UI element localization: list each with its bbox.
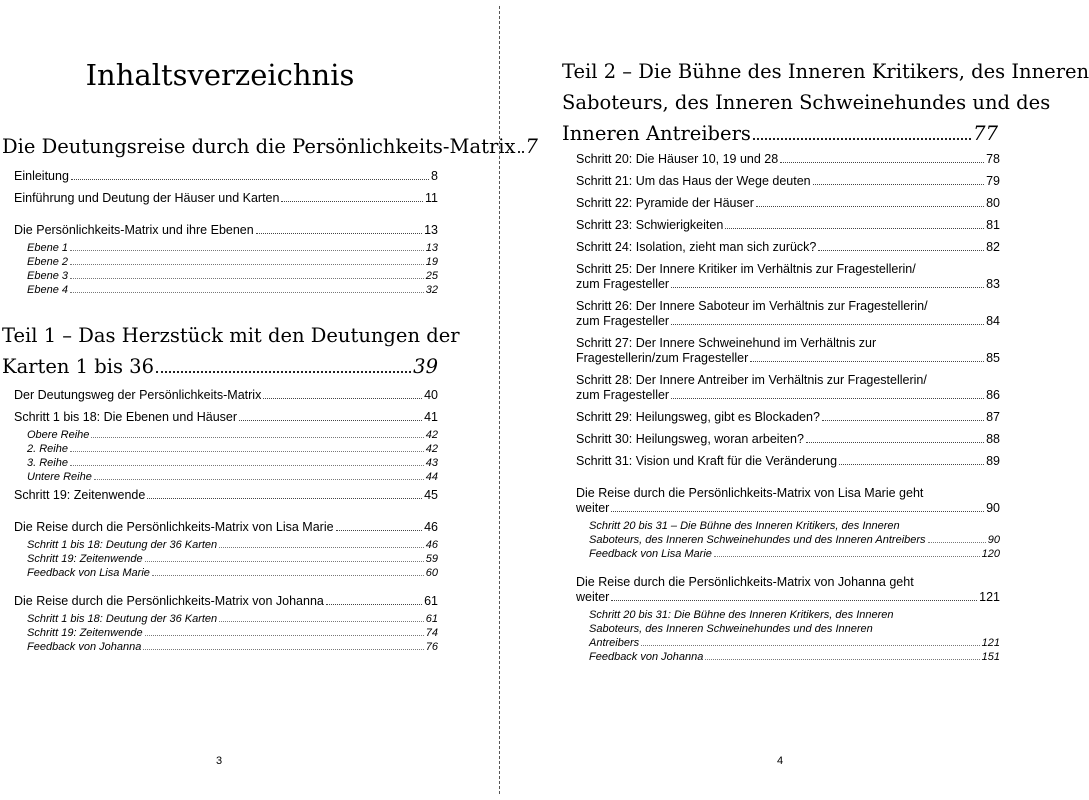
entry-page: 46 <box>425 539 438 551</box>
entry-row <box>576 351 1000 366</box>
toc-entry[interactable] <box>576 571 1000 608</box>
entry-title: 3. Reihe <box>27 457 68 469</box>
part-1-title-line2: Karten 1 bis 36 <box>2 355 154 378</box>
entry-page: 76 <box>425 641 438 653</box>
entry-title: Obere Reihe <box>27 429 90 441</box>
entry-title-line: Die Reise durch die Persönlichkeits-Matrix von Johanna geht <box>576 574 914 589</box>
toc-sub-entry[interactable] <box>576 519 1000 547</box>
entry-page: 61 <box>425 613 438 625</box>
dot-leader <box>671 398 984 399</box>
toc-sub-entry[interactable] <box>576 547 1000 561</box>
entry-page: 8 <box>431 168 438 183</box>
entry-title: Einführung und Deutung der Häuser und Karten <box>14 190 280 205</box>
dot-leader <box>70 278 424 279</box>
entry-title: Schritt 22: Pyramide der Häuser <box>576 195 754 210</box>
entry-page: 13 <box>424 222 438 237</box>
dot-leader <box>70 465 424 466</box>
entry-row <box>576 277 1000 292</box>
dot-leader <box>70 264 424 265</box>
toc-entry[interactable] <box>576 482 1000 519</box>
spacer <box>576 561 1000 571</box>
entry-row <box>576 410 1000 425</box>
dot-leader <box>239 420 422 421</box>
entry-row <box>576 388 1000 403</box>
toc-entry[interactable] <box>576 450 1000 472</box>
entry-row <box>14 410 438 425</box>
entry-row <box>27 283 438 297</box>
toc-title: Inhaltsverzeichnis <box>85 58 355 92</box>
entry-title: Schritt 19: Zeitenwende <box>14 487 146 502</box>
entry-page: 61 <box>424 593 438 608</box>
entry-row <box>27 428 438 442</box>
entry-page: 32 <box>425 284 438 296</box>
dot-leader <box>156 371 411 373</box>
spacer <box>14 209 438 219</box>
entry-title: Schritt 31: Vision und Kraft für die Veränderung <box>576 453 838 468</box>
entry-page: 74 <box>425 627 438 639</box>
dot-leader <box>256 233 422 234</box>
entry-row <box>576 240 1000 255</box>
entry-page: 42 <box>425 443 438 455</box>
part-1-page: 39 <box>413 355 438 378</box>
entry-page: 40 <box>424 387 438 402</box>
part-1-heading[interactable] <box>2 320 460 382</box>
entry-row <box>589 533 1000 547</box>
entry-row <box>14 169 438 184</box>
entry-page: 87 <box>986 409 1000 424</box>
dot-leader <box>839 464 984 465</box>
entry-title: 2. Reihe <box>27 443 68 455</box>
dot-leader <box>813 184 984 185</box>
part-0-title: Die Deutungsreise durch die Persönlichkeits-Matrix <box>2 135 516 158</box>
entry-title: Untere Reihe <box>27 471 92 483</box>
part-2-page: 77 <box>973 122 998 145</box>
entry-title: Ebene 4 <box>27 284 68 296</box>
entry-title: Feedback von Lisa Marie <box>27 567 150 579</box>
part-0-heading[interactable] <box>2 131 538 162</box>
entry-row <box>14 191 438 206</box>
toc-entry[interactable] <box>576 428 1000 450</box>
dot-leader <box>94 479 424 480</box>
entry-page: 78 <box>986 151 1000 166</box>
dot-leader <box>281 201 423 202</box>
entry-page: 120 <box>981 548 1000 560</box>
toc-list-part-2 <box>576 148 1000 664</box>
entry-row <box>589 547 1000 561</box>
entry-row <box>27 456 438 470</box>
dot-leader <box>671 324 984 325</box>
dot-leader <box>822 420 984 421</box>
toc-entry[interactable] <box>14 165 438 187</box>
toc-sub-entry[interactable] <box>14 456 438 470</box>
part-2-title-line2: Saboteurs, des Inneren Schweinehundes und des <box>562 91 1051 114</box>
page-number: 3 <box>216 755 223 767</box>
entry-title: Ebene 1 <box>27 242 68 254</box>
toc-entry[interactable] <box>576 214 1000 236</box>
part-1-title-line1: Teil 1 – Das Herzstück mit den Deutungen der <box>2 324 460 347</box>
toc-sub-entry[interactable] <box>14 283 438 297</box>
entry-title: zum Fragesteller <box>576 313 670 328</box>
dot-leader <box>671 287 984 288</box>
toc-sub-entry[interactable] <box>14 255 438 269</box>
entry-title: Schritt 20: Die Häuser 10, 19 und 28 <box>576 151 779 166</box>
entry-page: 46 <box>424 519 438 534</box>
entry-row <box>27 269 438 283</box>
entry-page: 83 <box>986 276 1000 291</box>
entry-row <box>27 552 438 566</box>
entry-row <box>576 196 1000 211</box>
entry-page: 151 <box>981 651 1000 663</box>
entry-page: 121 <box>981 637 1000 649</box>
entry-row <box>14 223 438 238</box>
spacer <box>14 580 438 590</box>
entry-row <box>576 454 1000 469</box>
entry-title: Saboteurs, des Inneren Schweinehundes und des Inneren Antreibers <box>589 534 926 546</box>
dot-leader <box>336 530 423 531</box>
entry-row <box>576 314 1000 329</box>
toc-sub-entry[interactable] <box>14 626 438 640</box>
dot-leader <box>806 442 984 443</box>
entry-page: 60 <box>425 567 438 579</box>
toc-entry[interactable] <box>14 590 438 612</box>
dot-leader <box>219 621 424 622</box>
dot-leader <box>145 635 424 636</box>
toc-entry[interactable] <box>14 187 438 209</box>
toc-entry[interactable] <box>576 332 1000 369</box>
toc-entry[interactable] <box>14 484 438 506</box>
dot-leader <box>70 451 424 452</box>
entry-page: 90 <box>987 534 1000 546</box>
entry-title-line: Die Reise durch die Persönlichkeits-Matrix von Lisa Marie geht <box>576 485 924 500</box>
entry-page: 80 <box>986 195 1000 210</box>
entry-title: Die Reise durch die Persönlichkeits-Matrix von Lisa Marie <box>14 519 334 534</box>
toc-sub-entry[interactable] <box>576 608 1000 650</box>
entry-page: 84 <box>986 313 1000 328</box>
entry-title-line: Schritt 28: Der Innere Antreiber im Verhältnis zur Fragestellerin/ <box>576 372 927 387</box>
part-2-title-line1: Teil 2 – Die Bühne des Inneren Kritikers, des Inneren <box>562 60 1089 83</box>
entry-page: 86 <box>986 387 1000 402</box>
entry-title-line: Schritt 25: Der Innere Kritiker im Verhältnis zur Fragestellerin/ <box>576 261 916 276</box>
entry-row <box>27 640 438 654</box>
entry-row <box>576 501 1000 516</box>
toc-entry[interactable] <box>576 406 1000 428</box>
entry-title: Schritt 19: Zeitenwende <box>27 627 143 639</box>
entry-row <box>576 432 1000 447</box>
entry-page: 19 <box>425 256 438 268</box>
entry-page: 82 <box>986 239 1000 254</box>
toc-sub-entry[interactable] <box>14 640 438 654</box>
left-page <box>0 0 538 800</box>
spacer <box>576 472 1000 482</box>
entry-row <box>576 152 1000 167</box>
dot-leader <box>756 206 984 207</box>
dot-leader <box>263 398 422 399</box>
entry-row <box>576 590 1000 605</box>
entry-title: Der Deutungsweg der Persönlichkeits-Matrix <box>14 387 262 402</box>
entry-title: Schritt 29: Heilungsweg, gibt es Blockaden? <box>576 409 820 424</box>
dot-leader <box>147 498 422 499</box>
entry-row <box>14 520 438 535</box>
toc-entry[interactable] <box>14 516 438 538</box>
entry-title: Antreibers <box>589 637 640 649</box>
dot-leader <box>70 292 424 293</box>
entry-page: 121 <box>979 589 1000 604</box>
entry-page: 79 <box>986 173 1000 188</box>
entry-row <box>27 612 438 626</box>
entry-page: 41 <box>424 409 438 424</box>
entry-row <box>14 388 438 403</box>
dot-leader <box>219 547 424 548</box>
entry-title: Schritt 24: Isolation, zieht man sich zurück? <box>576 239 817 254</box>
entry-page: 85 <box>986 350 1000 365</box>
right-page <box>500 0 1089 800</box>
toc-entry[interactable] <box>576 236 1000 258</box>
entry-row <box>589 636 1000 650</box>
dot-leader <box>928 542 986 543</box>
entry-row <box>589 650 1000 664</box>
toc-entry[interactable] <box>576 170 1000 192</box>
toc-list-intro <box>14 165 438 297</box>
toc-entry[interactable] <box>14 406 438 428</box>
entry-title-line: Schritt 27: Der Innere Schweinehund im Verhältnis zur <box>576 335 877 350</box>
dot-leader <box>152 575 424 576</box>
entry-title: Schritt 30: Heilungsweg, woran arbeiten? <box>576 431 804 446</box>
toc-sub-entry[interactable] <box>14 442 438 456</box>
entry-row <box>27 442 438 456</box>
toc-sub-entry[interactable] <box>14 269 438 283</box>
entry-title: Ebene 2 <box>27 256 68 268</box>
toc-entry[interactable] <box>576 369 1000 406</box>
dot-leader <box>780 162 984 163</box>
dot-leader <box>71 179 429 180</box>
dot-leader <box>641 645 980 646</box>
entry-row <box>27 255 438 269</box>
toc-entry[interactable] <box>576 192 1000 214</box>
dot-leader <box>91 437 423 438</box>
dot-leader <box>70 250 424 251</box>
toc-sub-entry[interactable] <box>14 428 438 442</box>
entry-title: Schritt 21: Um das Haus der Wege deuten <box>576 173 811 188</box>
entry-title: Schritt 1 bis 18: Die Ebenen und Häuser <box>14 409 238 424</box>
page-number: 4 <box>777 755 784 767</box>
entry-page: 89 <box>986 453 1000 468</box>
entry-title-line: Schritt 26: Der Innere Saboteur im Verhältnis zur Fragestellerin/ <box>576 298 928 313</box>
entry-title: Einleitung <box>14 168 69 183</box>
entry-row <box>14 488 438 503</box>
entry-title: Die Persönlichkeits-Matrix und ihre Ebenen <box>14 222 254 237</box>
entry-page: 25 <box>425 270 438 282</box>
entry-title: Schritt 1 bis 18: Deutung der 36 Karten <box>27 613 218 625</box>
toc-entry[interactable] <box>14 219 438 241</box>
entry-row <box>27 470 438 484</box>
toc-sub-entry[interactable] <box>14 241 438 255</box>
entry-page: 88 <box>986 431 1000 446</box>
entry-title-line: Schritt 20 bis 31: Die Bühne des Inneren Kritikers, des Inneren <box>589 609 894 621</box>
entry-title: Schritt 1 bis 18: Deutung der 36 Karten <box>27 539 218 551</box>
toc-sub-entry[interactable] <box>14 612 438 626</box>
toc-sub-entry[interactable] <box>14 566 438 580</box>
entry-title: weiter <box>576 500 610 515</box>
entry-page: 43 <box>425 457 438 469</box>
spacer <box>14 506 438 516</box>
toc-entry[interactable] <box>576 148 1000 170</box>
entry-title: Fragestellerin/zum Fragesteller <box>576 350 749 365</box>
entry-title: Feedback von Johanna <box>589 651 704 663</box>
entry-page: 59 <box>425 553 438 565</box>
entry-row <box>576 218 1000 233</box>
entry-title: weiter <box>576 589 610 604</box>
entry-title-line: Saboteurs, des Inneren Schweinehundes und des Inneren <box>589 623 873 635</box>
entry-page: 44 <box>425 471 438 483</box>
dot-leader <box>714 556 980 557</box>
dot-leader <box>611 600 977 601</box>
toc-sub-entry[interactable] <box>576 650 1000 664</box>
entry-page: 90 <box>986 500 1000 515</box>
entry-row <box>576 174 1000 189</box>
dot-leader <box>705 659 979 660</box>
dot-leader <box>753 138 971 140</box>
entry-title: Schritt 23: Schwierigkeiten <box>576 217 724 232</box>
dot-leader <box>145 561 424 562</box>
toc-sub-entry[interactable] <box>14 552 438 566</box>
dot-leader <box>143 649 423 650</box>
entry-row <box>27 626 438 640</box>
toc-entry[interactable] <box>14 384 438 406</box>
entry-page: 11 <box>425 190 438 205</box>
toc-list-part-1 <box>14 384 438 654</box>
entry-title: Feedback von Lisa Marie <box>589 548 712 560</box>
entry-row <box>27 538 438 552</box>
toc-entry[interactable] <box>576 295 1000 332</box>
entry-title: Ebene 3 <box>27 270 68 282</box>
dot-leader <box>326 604 422 605</box>
toc-entry[interactable] <box>576 258 1000 295</box>
dot-leader <box>818 250 984 251</box>
entry-title: zum Fragesteller <box>576 387 670 402</box>
entry-title: Schritt 19: Zeitenwende <box>27 553 143 565</box>
entry-title: Die Reise durch die Persönlichkeits-Matrix von Johanna <box>14 593 324 608</box>
entry-row <box>27 241 438 255</box>
dot-leader <box>725 228 984 229</box>
entry-title: zum Fragesteller <box>576 276 670 291</box>
dot-leader <box>750 361 984 362</box>
part-0-page: 7 <box>525 135 538 158</box>
toc-sub-entry[interactable] <box>14 538 438 552</box>
entry-page: 42 <box>425 429 438 441</box>
entry-row <box>27 566 438 580</box>
dot-leader <box>611 511 984 512</box>
entry-row <box>14 594 438 609</box>
part-2-heading[interactable] <box>562 56 1089 149</box>
entry-page: 81 <box>986 217 1000 232</box>
entry-title-line: Schritt 20 bis 31 – Die Bühne des Inneren Kritikers, des Inneren <box>589 520 900 532</box>
part-2-title-line3: Inneren Antreibers <box>562 122 751 145</box>
entry-page: 45 <box>424 487 438 502</box>
entry-page: 13 <box>425 242 438 254</box>
toc-sub-entry[interactable] <box>14 470 438 484</box>
entry-title: Feedback von Johanna <box>27 641 142 653</box>
